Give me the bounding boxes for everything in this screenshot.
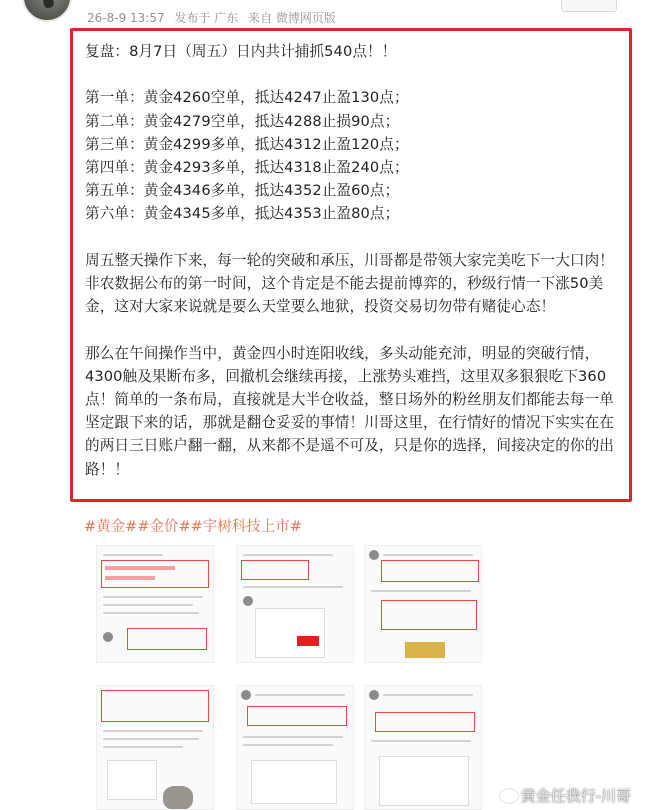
- trade-line: 第五单：黄金4346多单，抵达4352止盈60点；: [85, 182, 400, 200]
- post-content: [85, 40, 619, 481]
- paragraph-line: 坚定跟下来的话，那就是翻仓妥妥的事情！川哥这里，在行情好的情况下实实在在: [85, 414, 614, 432]
- topic-tag[interactable]: #金价#: [137, 519, 191, 535]
- trade-line: 第四单：黄金4293多单，抵达4318止盈240点；: [85, 159, 409, 176]
- author-avatar[interactable]: [22, 0, 72, 22]
- post-image-thumbnail[interactable]: [364, 685, 482, 810]
- paragraph-line: 4300触及果断布多，回撤机会继续再接，上涨势头难挡，这里双多狠狠吃下360: [85, 367, 607, 385]
- post-highlight-box: [70, 28, 632, 502]
- weibo-logo-icon: [500, 789, 518, 803]
- trade-line: 第二单：黄金4279空单，抵达4288止损90点；: [85, 112, 400, 130]
- paragraph-line: 金，这对大家来说就是要么天堂要么地狱，投资交易切勿带有赌徒心态！: [85, 298, 556, 316]
- post-location: 发布于 广东: [174, 11, 239, 25]
- paragraph-line: 那么在午间操作当中，黄金四小时连阳收线，多头动能充沛，明显的突破行情，: [85, 344, 600, 362]
- post-image-thumbnail[interactable]: [236, 685, 354, 810]
- paragraph-line: 非农数据公布的第一时间，这个肯定是不能去提前博弈的，秒级行情一下涨50美: [85, 275, 604, 292]
- post-title: 复盘：8月7日（周五）日内共计捕抓540点！！: [85, 43, 397, 60]
- trade-line: 第一单：黄金4260空单，抵达4247止盈130点；: [85, 89, 409, 107]
- topic-tags: [84, 515, 302, 536]
- post-image-thumbnail[interactable]: [236, 545, 354, 663]
- paragraph-line: 路！！: [85, 460, 130, 478]
- topic-tag[interactable]: #黄金#: [84, 519, 138, 535]
- trade-line: 第三单：黄金4299多单，抵达4312止盈120点；: [85, 135, 409, 153]
- post-meta: [87, 9, 342, 26]
- follow-button[interactable]: [561, 0, 617, 12]
- paragraph-line: 周五整天操作下来，每一轮的突破和承压，川哥都是带领大家完美吃下一大口肉！: [85, 251, 614, 269]
- topic-tag[interactable]: #宇树科技上市#: [190, 519, 302, 535]
- trade-line: 第六单：黄金4345多单，抵达4353止盈80点；: [85, 205, 400, 223]
- post-image-thumbnail[interactable]: [364, 545, 482, 663]
- paragraph-line: 的两日三日账户翻一翻，从来都不是遥不可及，只是你的选择，间接决定的你的出: [85, 437, 614, 455]
- paragraph-line: 点！简单的一条布局，直接就是大半仓收益，整日场外的粉丝朋友们都能去每一单: [85, 391, 614, 408]
- post-image-thumbnail[interactable]: [96, 545, 214, 663]
- weibo-watermark: [500, 785, 631, 806]
- post-image-thumbnail[interactable]: [96, 685, 214, 810]
- post-source: 来自 微博网页版: [248, 11, 336, 25]
- watermark-text: 黄金任我行-川哥: [520, 787, 631, 805]
- image-grid: [84, 545, 558, 810]
- post-date[interactable]: 26-8-9 13:57: [87, 11, 165, 25]
